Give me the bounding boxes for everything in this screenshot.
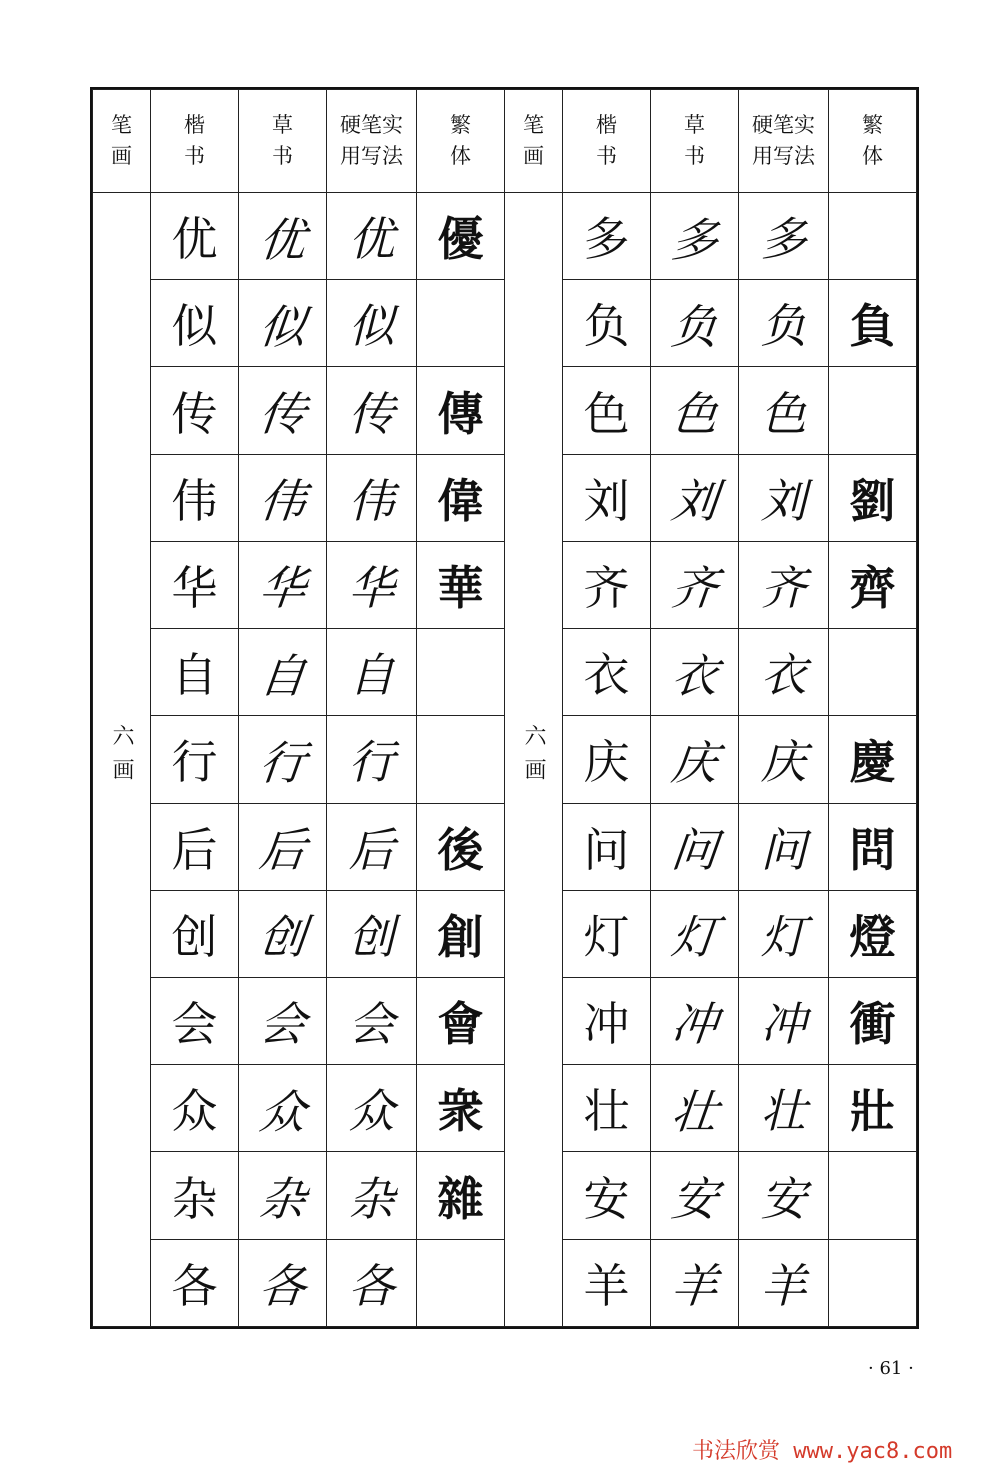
char-cell-cao: 多 bbox=[646, 193, 743, 280]
char-cell-kai: 多 bbox=[563, 193, 651, 280]
char-cell-pen: 壮 bbox=[739, 1065, 829, 1152]
char-cell-pen: 优 bbox=[327, 193, 417, 280]
char-cell-pen: 冲 bbox=[739, 977, 829, 1064]
stroke-count-cell-right bbox=[505, 193, 563, 1327]
char-cell-cao: 衣 bbox=[646, 629, 743, 716]
char-cell-pen: 似 bbox=[327, 280, 417, 367]
char-cell-kai: 伟 bbox=[151, 454, 239, 541]
char-cell-kai: 似 bbox=[151, 280, 239, 367]
char-cell-kai: 冲 bbox=[563, 977, 651, 1064]
header-pen-right: 硬笔实 用写法 bbox=[739, 90, 829, 193]
char-cell-cao: 杂 bbox=[234, 1152, 331, 1239]
char-cell-kai: 杂 bbox=[151, 1152, 239, 1239]
header-stroke-right: 笔 画 bbox=[505, 90, 563, 193]
char-cell-kai: 齐 bbox=[563, 541, 651, 628]
char-cell-kai: 灯 bbox=[563, 890, 651, 977]
char-cell-cao: 庆 bbox=[646, 716, 743, 803]
table-grid bbox=[92, 89, 917, 1327]
char-cell-cao: 问 bbox=[646, 803, 743, 890]
char-cell-cao: 各 bbox=[234, 1239, 331, 1326]
char-cell-cao: 伟 bbox=[234, 454, 331, 541]
char-cell-trad: 衝 bbox=[829, 977, 917, 1064]
char-cell-pen: 传 bbox=[327, 367, 417, 454]
char-cell-pen: 问 bbox=[739, 803, 829, 890]
char-cell-trad: 齊 bbox=[829, 541, 917, 628]
table-row bbox=[93, 193, 917, 280]
char-cell-kai: 众 bbox=[151, 1065, 239, 1152]
char-cell-cao: 羊 bbox=[646, 1239, 743, 1326]
char-cell-pen: 自 bbox=[327, 629, 417, 716]
header-kai-left: 楷 书 bbox=[151, 90, 239, 193]
char-cell-trad: 優 bbox=[417, 193, 505, 280]
char-cell-cao: 众 bbox=[234, 1065, 331, 1152]
char-cell-trad: 燈 bbox=[829, 890, 917, 977]
header-cao-left: 草 书 bbox=[239, 90, 327, 193]
char-cell-trad bbox=[829, 1239, 917, 1326]
page-number: · 61 · bbox=[868, 1358, 914, 1379]
char-cell-trad: 雜 bbox=[417, 1152, 505, 1239]
char-cell-pen: 负 bbox=[739, 280, 829, 367]
char-cell-cao: 灯 bbox=[646, 890, 743, 977]
char-cell-pen: 灯 bbox=[739, 890, 829, 977]
header-trad-left: 繁 体 bbox=[417, 90, 505, 193]
header-stroke-left: 笔 画 bbox=[93, 90, 151, 193]
char-cell-trad bbox=[829, 193, 917, 280]
char-cell-cao: 行 bbox=[234, 716, 331, 803]
char-cell-trad: 劉 bbox=[829, 454, 917, 541]
char-cell-kai: 行 bbox=[151, 716, 239, 803]
char-cell-cao: 后 bbox=[234, 803, 331, 890]
char-cell-kai: 华 bbox=[151, 541, 239, 628]
header-row bbox=[93, 90, 917, 193]
char-cell-trad: 傳 bbox=[417, 367, 505, 454]
char-cell-trad: 偉 bbox=[417, 454, 505, 541]
char-cell-pen: 众 bbox=[327, 1065, 417, 1152]
char-cell-pen: 伟 bbox=[327, 454, 417, 541]
char-cell-kai: 会 bbox=[151, 977, 239, 1064]
char-cell-cao: 创 bbox=[234, 890, 331, 977]
char-cell-pen: 多 bbox=[739, 193, 829, 280]
char-cell-kai: 刘 bbox=[563, 454, 651, 541]
char-cell-pen: 安 bbox=[739, 1152, 829, 1239]
char-cell-trad bbox=[829, 367, 917, 454]
char-cell-cao: 冲 bbox=[646, 977, 743, 1064]
char-cell-kai: 自 bbox=[151, 629, 239, 716]
char-cell-pen: 庆 bbox=[739, 716, 829, 803]
char-cell-pen: 创 bbox=[327, 890, 417, 977]
char-cell-trad bbox=[417, 280, 505, 367]
char-cell-trad bbox=[829, 629, 917, 716]
char-cell-kai: 负 bbox=[563, 280, 651, 367]
character-table bbox=[90, 87, 919, 1329]
char-cell-pen: 色 bbox=[739, 367, 829, 454]
char-cell-cao: 优 bbox=[234, 193, 331, 280]
stroke-count-cell-left bbox=[93, 193, 151, 1327]
char-cell-cao: 齐 bbox=[646, 541, 743, 628]
char-cell-trad: 衆 bbox=[417, 1065, 505, 1152]
char-cell-pen: 后 bbox=[327, 803, 417, 890]
char-cell-kai: 各 bbox=[151, 1239, 239, 1326]
char-cell-trad: 創 bbox=[417, 890, 505, 977]
table-body bbox=[93, 193, 917, 1327]
char-cell-kai: 衣 bbox=[563, 629, 651, 716]
char-cell-cao: 负 bbox=[646, 280, 743, 367]
char-cell-kai: 问 bbox=[563, 803, 651, 890]
char-cell-kai: 羊 bbox=[563, 1239, 651, 1326]
char-cell-cao: 传 bbox=[234, 367, 331, 454]
header-cao-right: 草 书 bbox=[651, 90, 739, 193]
char-cell-pen: 衣 bbox=[739, 629, 829, 716]
char-cell-cao: 壮 bbox=[646, 1065, 743, 1152]
char-cell-kai: 色 bbox=[563, 367, 651, 454]
char-cell-trad bbox=[417, 1239, 505, 1326]
header-kai-right: 楷 书 bbox=[563, 90, 651, 193]
char-cell-trad: 華 bbox=[417, 541, 505, 628]
stroke-count-label: 六画 bbox=[521, 723, 546, 792]
watermark: 书法欣赏 www.yac8.com bbox=[692, 1439, 953, 1464]
char-cell-kai: 优 bbox=[151, 193, 239, 280]
char-cell-cao: 自 bbox=[234, 629, 331, 716]
char-cell-pen: 齐 bbox=[739, 541, 829, 628]
header-pen-left: 硬笔实 用写法 bbox=[327, 90, 417, 193]
char-cell-kai: 壮 bbox=[563, 1065, 651, 1152]
char-cell-kai: 后 bbox=[151, 803, 239, 890]
char-cell-trad: 後 bbox=[417, 803, 505, 890]
char-cell-trad: 會 bbox=[417, 977, 505, 1064]
char-cell-trad: 負 bbox=[829, 280, 917, 367]
char-cell-kai: 传 bbox=[151, 367, 239, 454]
char-cell-trad bbox=[417, 629, 505, 716]
char-cell-kai: 安 bbox=[563, 1152, 651, 1239]
char-cell-trad bbox=[417, 716, 505, 803]
char-cell-trad: 壯 bbox=[829, 1065, 917, 1152]
char-cell-cao: 华 bbox=[234, 541, 331, 628]
char-cell-pen: 各 bbox=[327, 1239, 417, 1326]
char-cell-kai: 创 bbox=[151, 890, 239, 977]
char-cell-pen: 羊 bbox=[739, 1239, 829, 1326]
char-cell-cao: 色 bbox=[646, 367, 743, 454]
char-cell-trad: 慶 bbox=[829, 716, 917, 803]
char-cell-pen: 行 bbox=[327, 716, 417, 803]
char-cell-pen: 华 bbox=[327, 541, 417, 628]
char-cell-kai: 庆 bbox=[563, 716, 651, 803]
char-cell-pen: 会 bbox=[327, 977, 417, 1064]
char-cell-cao: 似 bbox=[234, 280, 331, 367]
char-cell-cao: 安 bbox=[646, 1152, 743, 1239]
char-cell-trad: 問 bbox=[829, 803, 917, 890]
stroke-count-label: 六画 bbox=[109, 723, 134, 792]
char-cell-cao: 会 bbox=[234, 977, 331, 1064]
char-cell-cao: 刘 bbox=[646, 454, 743, 541]
char-cell-trad bbox=[829, 1152, 917, 1239]
char-cell-pen: 刘 bbox=[739, 454, 829, 541]
char-cell-pen: 杂 bbox=[327, 1152, 417, 1239]
header-trad-right: 繁 体 bbox=[829, 90, 917, 193]
